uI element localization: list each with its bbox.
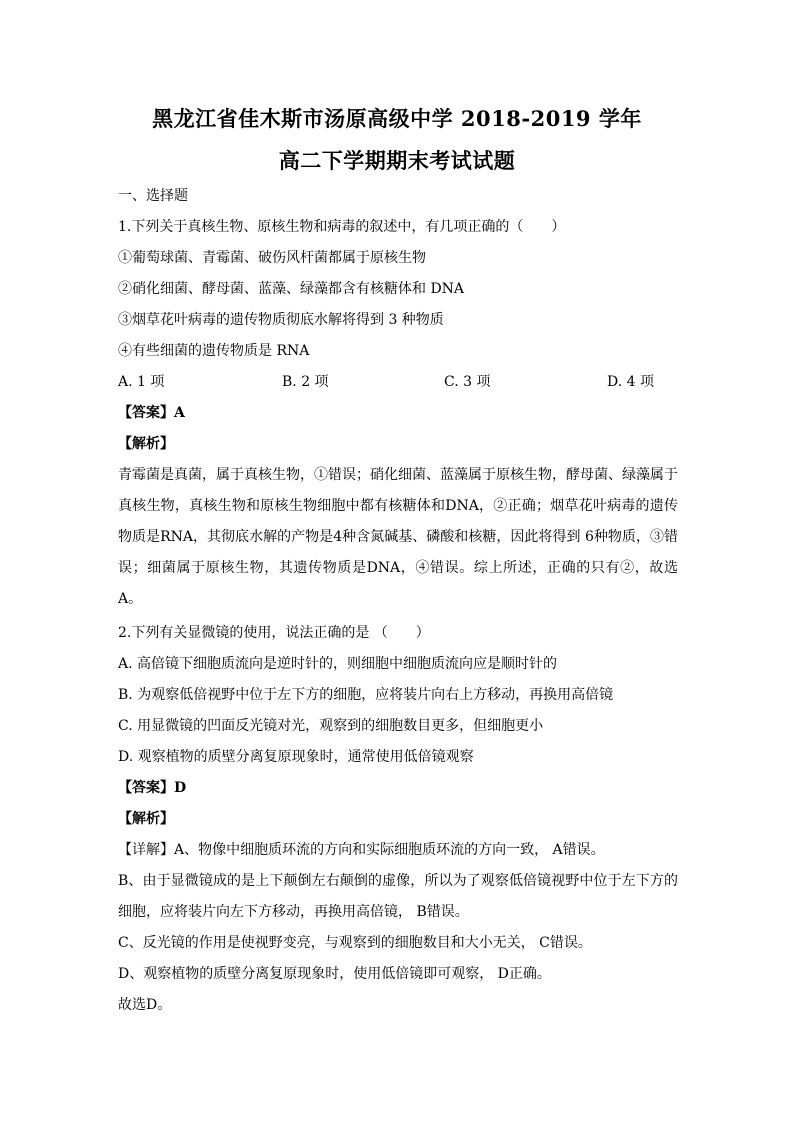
q1-answer: 【答案】A: [118, 405, 185, 421]
q2-answer: 【答案】D: [118, 780, 187, 796]
q1-item-2: ②硝化细菌、酵母菌、蓝藻、绿藻都含有核糖体和 DNA: [118, 281, 465, 297]
document-title-line1: 黑龙江省佳木斯市汤原高级中学 2018-2019 学年: [152, 106, 642, 131]
section-heading: 一、选择题: [118, 188, 188, 204]
q1-stem: 1.下列关于真核生物、原核生物和病毒的叙述中，有几项正确的（ ）: [118, 219, 566, 235]
q2-detail-d: D、观察植物的质壁分离复原现象时，使用低倍镜即可观察， D正确。: [118, 966, 551, 982]
document-title-line2: 高二下学期期末考试试题: [278, 148, 516, 173]
q1-item-1: ①葡萄球菌、青霉菌、破伤风杆菌都属于原核生物: [118, 250, 426, 266]
q1-option-a: A. 1 项: [118, 374, 165, 390]
q1-analysis-text: 青霉菌是真菌，属于真核生物，①错误；硝化细菌、蓝藻属于原核生物，酵母菌、绿藻属于真核生物，真核生物和原核生物细胞中都有核糖体和DNA，②正确；烟草花叶病毒的遗传物质是RNA，其彻底水解的产物是4种含氮碱基、磷酸和核糖，因此将得到 6种物质，③错误；细菌属于原核生物，其遗传物质是DNA，④错误。综上所述，正确的只有②，故选A。: [118, 467, 678, 607]
q2-option-c: C. 用显微镜的凹面反光镜对光，观察到的细胞数目更多，但细胞更小: [118, 718, 544, 734]
q1-analysis-label: 【解析】: [118, 436, 174, 452]
q2-option-d: D. 观察植物的质壁分离复原现象时，通常使用低倍镜观察: [118, 749, 474, 765]
q2-detail-c: C、反光镜的作用是使视野变亮，与观察到的细胞数目和大小无关， C错误。: [118, 935, 592, 951]
q1-item-4: ④有些细菌的遗传物质是 RNA: [118, 343, 310, 359]
q2-conclusion: 故选D。: [118, 997, 172, 1013]
q1-option-d: D. 4 项: [607, 374, 654, 390]
q1-item-3: ③烟草花叶病毒的遗传物质彻底水解将得到 3 种物质: [118, 312, 444, 328]
q2-analysis-label: 【解析】: [118, 811, 174, 827]
q2-detail-a: 【详解】A、物像中细胞质环流的方向和实际细胞质环流的方向一致， A错误。: [118, 842, 605, 858]
q1-option-c: C. 3 项: [444, 374, 491, 390]
q2-option-a: A. 高倍镜下细胞质流向是逆时针的，则细胞中细胞质流向应是顺时针的: [118, 656, 558, 672]
q2-detail-b: B、由于显微镜成的是上下颠倒左右颠倒的虚像，所以为了观察低倍镜视野中位于左下方的细胞，应将装片向左下方移动，再换用高倍镜， B错误。: [118, 873, 678, 920]
q2-option-b: B. 为观察低倍视野中位于左下方的细胞，应将装片向右上方移动，再换用高倍镜: [118, 687, 614, 703]
q1-option-b: B. 2 项: [282, 374, 329, 390]
q2-stem: 2.下列有关显微镜的使用，说法正确的是 （ ）: [118, 625, 430, 641]
